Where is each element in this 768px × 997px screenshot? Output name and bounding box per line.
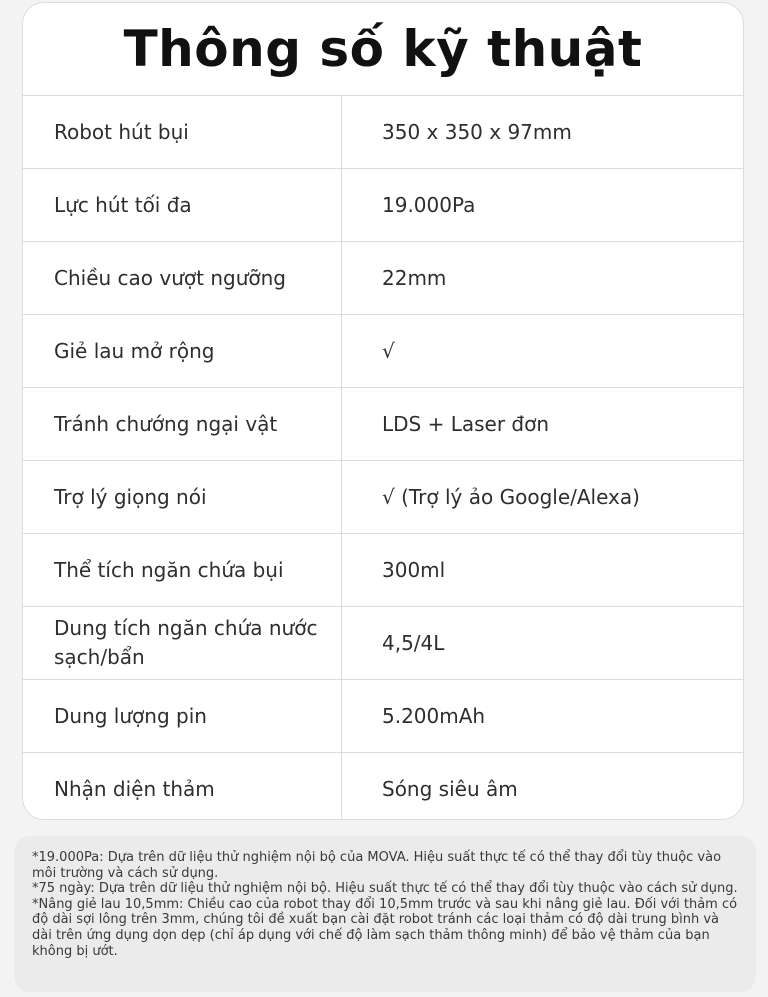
spec-label: Tránh chướng ngại vật bbox=[23, 388, 342, 460]
spec-row bbox=[23, 315, 743, 388]
spec-value: 19.000Pa bbox=[382, 193, 476, 217]
footnote: *Nâng giẻ lau 10,5mm: Chiều cao của robot thay đổi 10,5mm trước và sau khi nâng giẻ lau. Đối với thảm có độ dài sợi lông trên 3mm, chúng tôi đề xuất bạn cài đặt robot tránh các loại thảm có độ dài trung bình và dài trên ứng dụng dọn dẹp (chỉ áp dụng với chế độ làm sạch thảm thông minh) để bảo vệ thảm của bạn không bị ướt. bbox=[32, 896, 738, 959]
spec-label: Dung tích ngăn chứa nước sạch/bẩn bbox=[23, 607, 342, 679]
footnotes bbox=[14, 836, 756, 992]
spec-table-card bbox=[22, 2, 744, 820]
spec-value: 5.200mAh bbox=[382, 704, 486, 728]
page-title: Thông số kỹ thuật bbox=[23, 3, 743, 96]
spec-value: LDS + Laser đơn bbox=[382, 412, 550, 436]
spec-label: Robot hút bụi bbox=[23, 96, 342, 168]
spec-value: √ bbox=[382, 339, 395, 363]
spec-label: Trợ lý giọng nói bbox=[23, 461, 342, 533]
spec-value: 22mm bbox=[382, 266, 447, 290]
spec-row bbox=[23, 680, 743, 753]
spec-label: Giẻ lau mở rộng bbox=[23, 315, 342, 387]
spec-row bbox=[23, 753, 743, 820]
spec-label: Thể tích ngăn chứa bụi bbox=[23, 534, 342, 606]
spec-value: √ (Trợ lý ảo Google/Alexa) bbox=[382, 485, 640, 509]
spec-row bbox=[23, 388, 743, 461]
spec-row bbox=[23, 461, 743, 534]
spec-row bbox=[23, 169, 743, 242]
spec-value: 350 x 350 x 97mm bbox=[382, 120, 572, 144]
spec-row bbox=[23, 607, 743, 680]
spec-label: Dung lượng pin bbox=[23, 680, 342, 752]
footnote: *75 ngày: Dựa trên dữ liệu thử nghiệm nội bộ. Hiệu suất thực tế có thể thay đổi tùy thuộc vào cách sử dụng. bbox=[32, 881, 738, 897]
footnote: *19.000Pa: Dựa trên dữ liệu thử nghiệm nội bộ của MOVA. Hiệu suất thực tế có thể thay đổi tùy thuộc vào môi trường và cách sử dụng. bbox=[32, 850, 722, 881]
spec-row bbox=[23, 96, 743, 169]
spec-row bbox=[23, 534, 743, 607]
spec-label: Chiều cao vượt ngưỡng bbox=[23, 242, 342, 314]
spec-label: Lực hút tối đa bbox=[23, 169, 342, 241]
spec-value: 300ml bbox=[382, 558, 446, 582]
spec-value: Sóng siêu âm bbox=[382, 777, 518, 801]
spec-row bbox=[23, 242, 743, 315]
spec-label: Nhận diện thảm bbox=[23, 753, 342, 820]
spec-value: 4,5/4L bbox=[382, 631, 445, 655]
